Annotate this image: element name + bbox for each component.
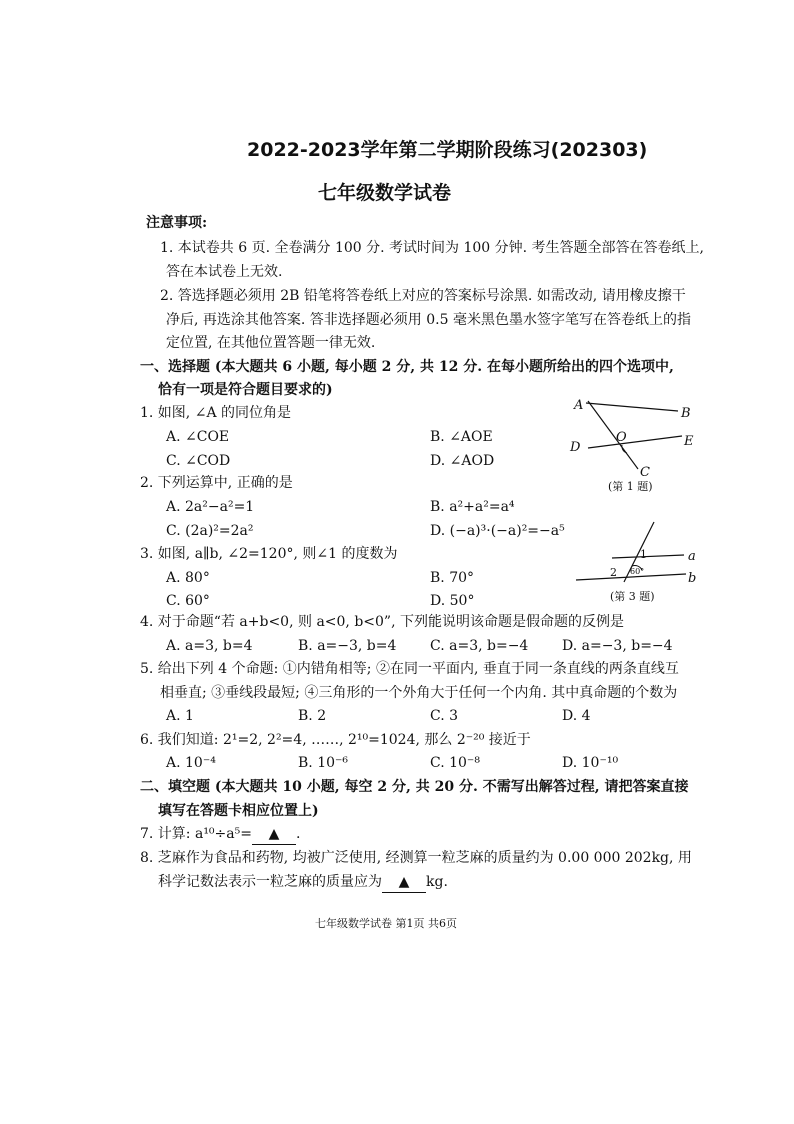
exam-title: 2022-2023学年第二学期阶段练习(202303)	[247, 139, 648, 161]
section-1-heading-line-1: 一、选择题 (本大题共 6 小题, 每小题 2 分, 共 12 分. 在每小题所给出的四个选项中,	[140, 359, 674, 375]
exam-subtitle: 七年级数学试卷	[318, 182, 452, 204]
q2-option-a: A. 2a²−a²=1	[166, 499, 255, 515]
q3-fig-angle-60: 60°	[630, 567, 645, 576]
q6-option-c: C. 10⁻⁸	[430, 755, 480, 771]
q5-option-d: D. 4	[562, 708, 591, 724]
q7-answer-blank: ▲	[252, 824, 296, 845]
q8-answer-blank: ▲	[382, 872, 426, 893]
q1-fig-label-b: B	[681, 406, 691, 421]
q1-fig-label-e: E	[684, 434, 694, 449]
q3-fig-label-a: a	[688, 549, 696, 564]
q2-option-b: B. a²+a²=a⁴	[430, 499, 515, 515]
notice-item-1-line-2: 答在本试卷上无效.	[166, 264, 283, 280]
q3-fig-label-b: b	[688, 571, 697, 586]
q2-stem: 2. 下列运算中, 正确的是	[140, 475, 293, 491]
q1-option-a: A. ∠COE	[166, 429, 230, 445]
q6-stem: 6. 我们知道: 2¹=2, 2²=4, ……, 2¹⁰=1024, 那么 2⁻²⁰ 接近于	[140, 732, 531, 748]
q3-option-a: A. 80°	[166, 570, 210, 586]
q6-option-d: D. 10⁻¹⁰	[562, 755, 619, 771]
notice-item-2-line-1: 2. 答选择题必须用 2B 铅笔将答卷纸上对应的答案标号涂黑. 如需改动, 请用橡皮擦干	[160, 288, 686, 304]
notice-item-1-line-1: 1. 本试卷共 6 页. 全卷满分 100 分. 考试时间为 100 分钟. 考生答题全部答在答卷纸上,	[160, 240, 705, 256]
section-2-heading-line-1: 二、填空题 (本大题共 10 小题, 每空 2 分, 共 20 分. 不需写出解答过程, 请把答案直接	[140, 779, 689, 795]
q4-option-d: D. a=−3, b=−4	[562, 638, 673, 654]
q5-stem-line-1: 5. 给出下列 4 个命题: ①内错角相等; ②在同一平面内, 垂直于同一条直线的两条直线互	[140, 661, 679, 677]
q2-option-d: D. (−a)³·(−a)²=−a⁵	[430, 523, 565, 539]
notice-item-2-line-3: 定位置, 在其他位置答题一律无效.	[166, 335, 376, 351]
q1-fig-caption: (第 1 题)	[608, 480, 653, 493]
q3-fig-caption: (第 3 题)	[610, 590, 655, 603]
q1-figure	[560, 393, 710, 493]
q8-stem-line-1: 8. 芝麻作为食品和药物, 均被广泛使用, 经测算一粒芝麻的质量约为 0.00 000 202kg, 用	[140, 850, 692, 866]
q8-end: kg.	[426, 874, 448, 890]
q1-option-d: D. ∠AOD	[430, 453, 495, 469]
section-2-heading-line-2: 填写在答题卡相应位置上)	[158, 803, 319, 819]
page-footer: 七年级数学试卷 第1页 共6页	[315, 917, 457, 930]
q3-figure	[570, 520, 705, 608]
q7-end: .	[295, 826, 301, 842]
q6-option-a: A. 10⁻⁴	[166, 755, 216, 771]
q8-stem-line-2: 科学记数法表示一粒芝麻的质量应为	[158, 874, 382, 890]
q1-stem: 1. 如图, ∠A 的同位角是	[140, 405, 291, 421]
q4-stem: 4. 对于命题“若 a+b<0, 则 a<0, b<0”, 下列能说明该命题是假命题的反例是	[140, 614, 624, 630]
q8-line-2	[158, 872, 448, 893]
q3-fig-angle-1: 1	[640, 548, 647, 561]
q6-option-b: B. 10⁻⁶	[298, 755, 349, 771]
q1-option-c: C. ∠COD	[166, 453, 231, 469]
q4-option-c: C. a=3, b=−4	[430, 638, 529, 654]
q1-option-b: B. ∠AOE	[430, 429, 493, 445]
section-1-heading-line-2: 恰有一项是符合题目要求的)	[158, 382, 333, 398]
q5-stem-line-2: 相垂直; ③垂线段最短; ④三角形的一个外角大于任何一个内角. 其中真命题的个数为	[160, 685, 678, 701]
q5-option-b: B. 2	[298, 708, 327, 724]
q4-option-a: A. a=3, b=4	[166, 638, 253, 654]
q1-fig-label-c: C	[640, 465, 650, 480]
q1-fig-label-a: A	[574, 398, 584, 413]
q5-option-a: A. 1	[166, 708, 194, 724]
q3-stem: 3. 如图, a∥b, ∠2=120°, 则∠1 的度数为	[140, 546, 398, 562]
q3-option-c: C. 60°	[166, 593, 210, 609]
q3-option-b: B. 70°	[430, 570, 475, 586]
notice-heading: 注意事项:	[146, 215, 208, 231]
q3-option-d: D. 50°	[430, 593, 475, 609]
q1-fig-label-o: O	[616, 430, 627, 445]
q7-stem: 7. 计算: a¹⁰÷a⁵=	[140, 826, 252, 842]
q2-option-c: C. (2a)²=2a²	[166, 523, 254, 539]
notice-item-2-line-2: 净后, 再选涂其他答案. 答非选择题必须用 0.5 毫米黑色墨水签字笔写在答卷纸上的指	[166, 312, 691, 328]
q4-option-b: B. a=−3, b=4	[298, 638, 397, 654]
q3-fig-angle-2: 2	[610, 566, 617, 579]
q1-fig-label-d: D	[570, 440, 581, 455]
q7-line	[140, 824, 300, 845]
q5-option-c: C. 3	[430, 708, 459, 724]
